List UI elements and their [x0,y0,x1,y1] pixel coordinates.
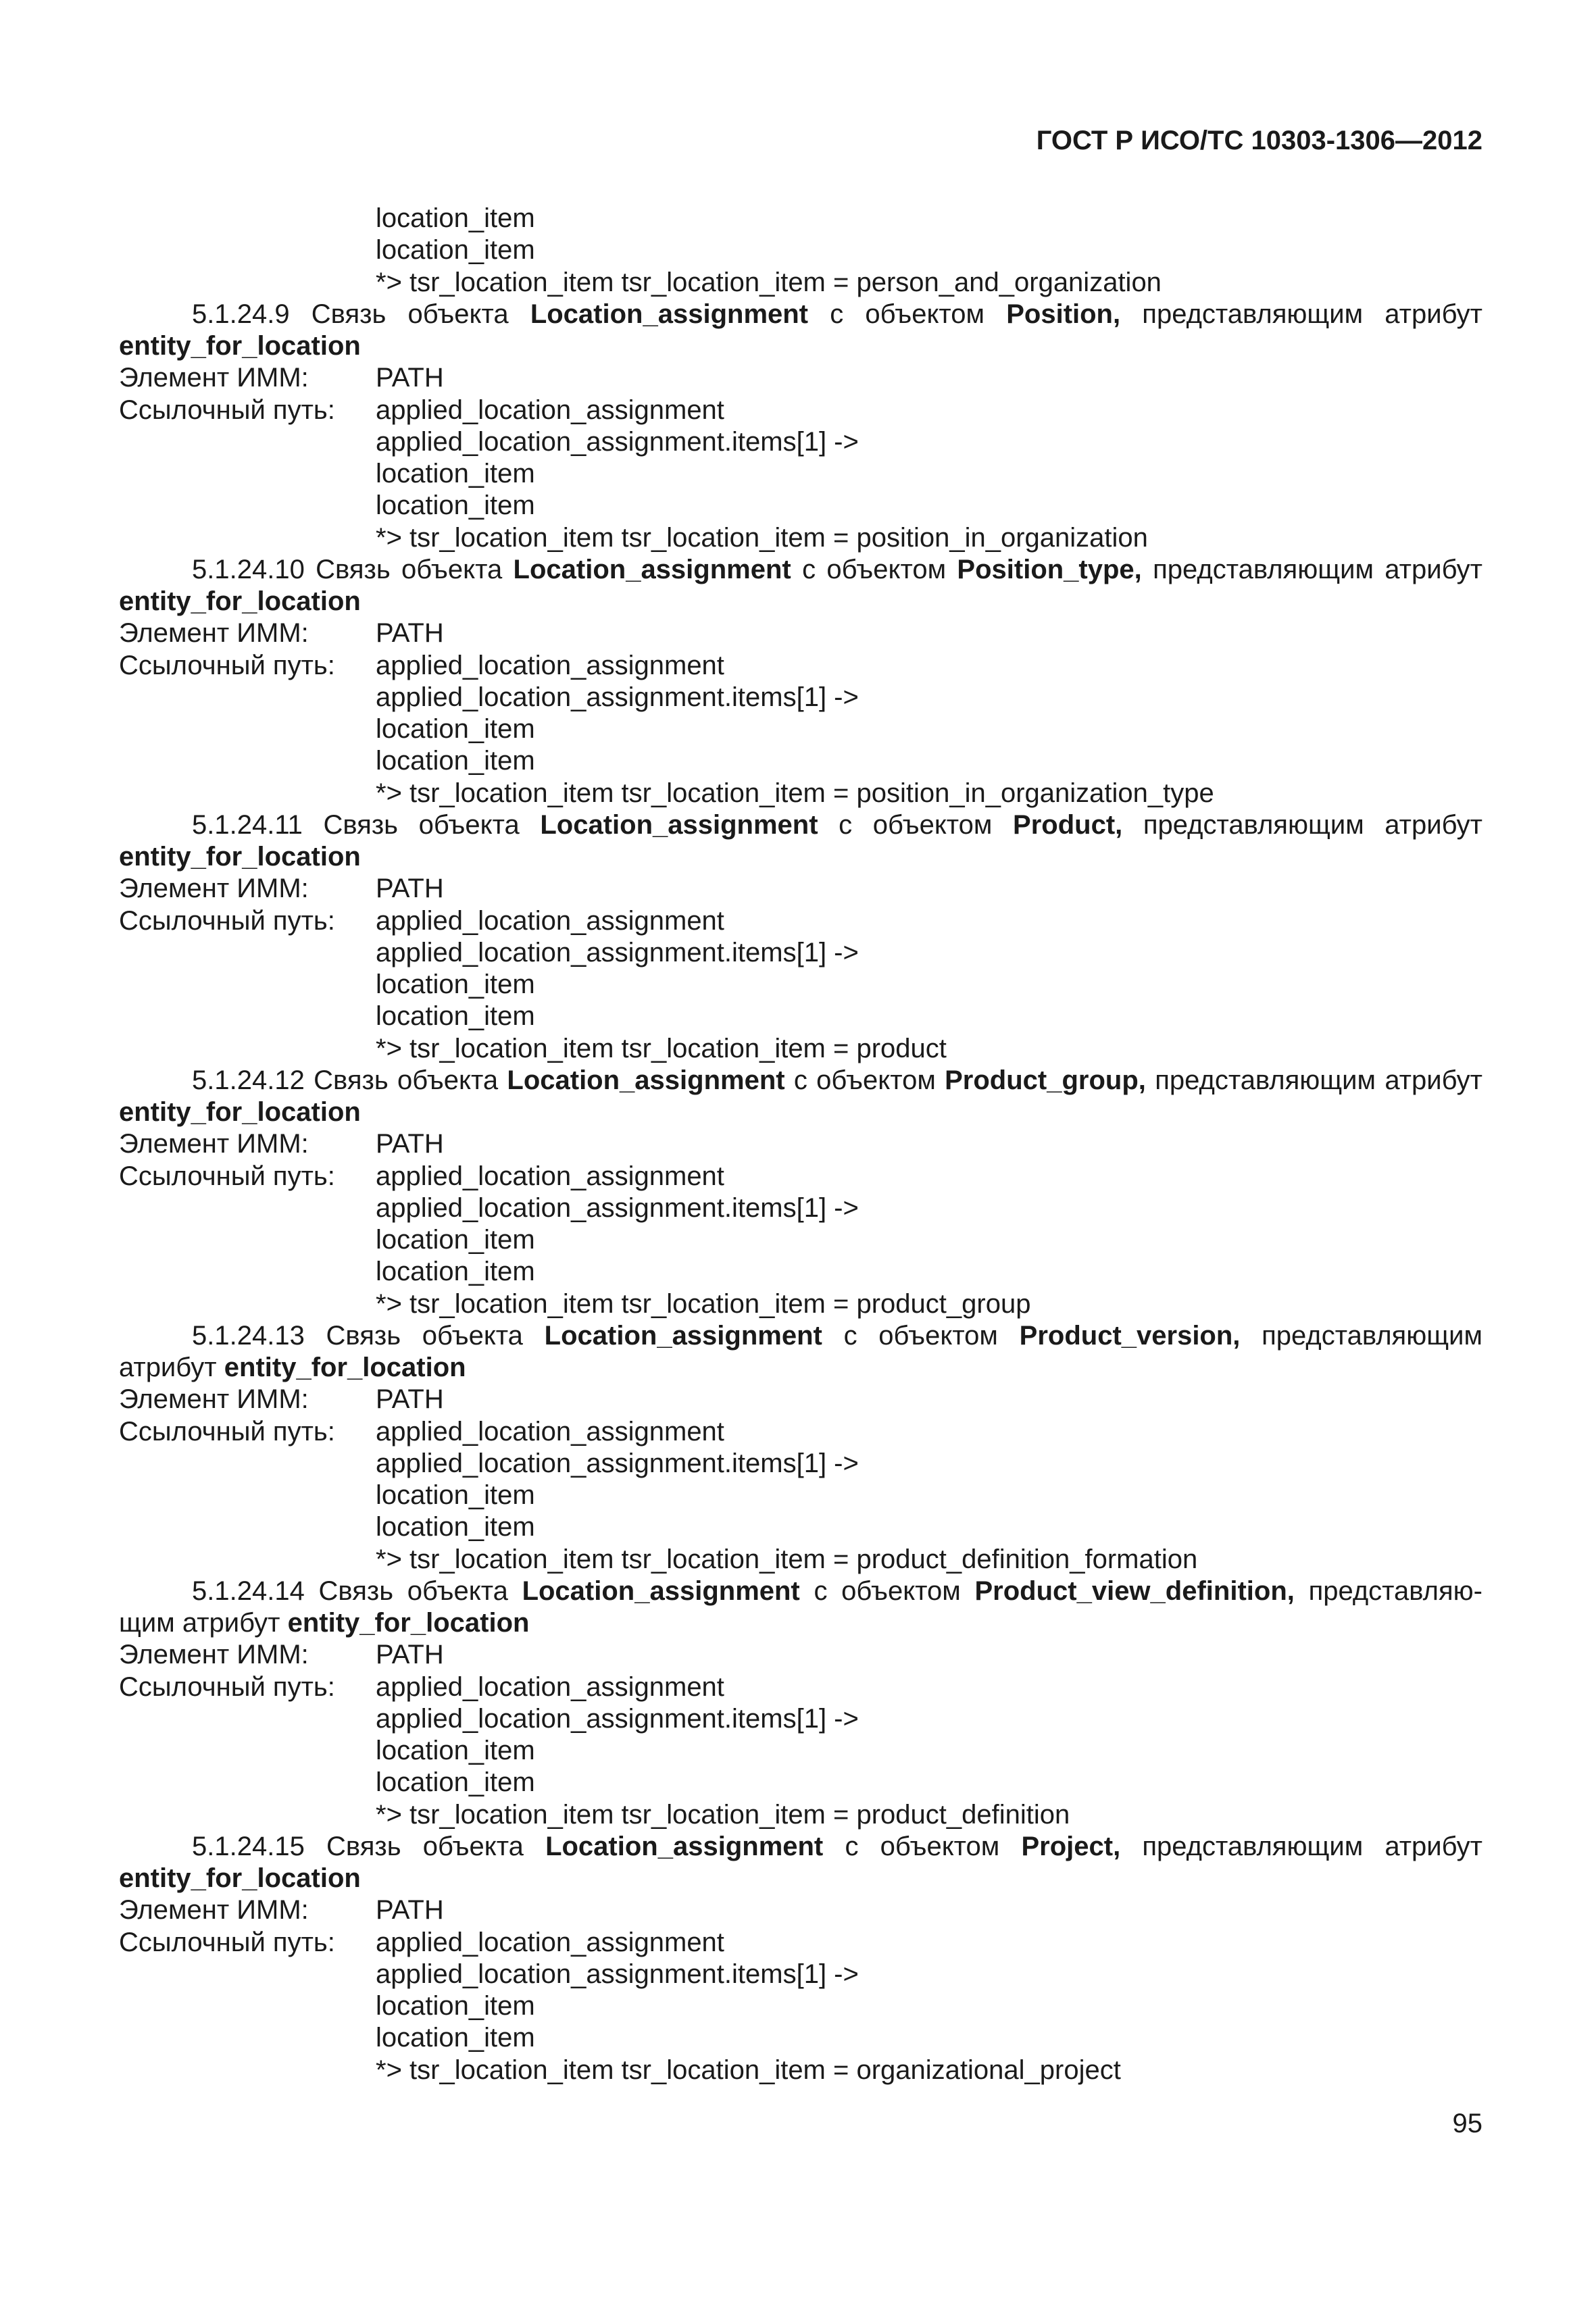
path-row [119,1256,1482,1288]
element-label: Элемент ИММ: [119,1895,309,1926]
element-row [119,1384,1482,1415]
section-text: представляющим атрибут [1155,1065,1482,1095]
element-value: PATH [376,363,444,393]
source-entity: Location_assignment [544,1320,822,1351]
path-line: applied_location_assignment.items[1] -> [376,1703,859,1734]
path-row [119,1224,1482,1256]
element-label: Элемент ИММ: [119,363,309,393]
path-row [119,1448,1482,1480]
section-text: с объектом [793,1065,936,1095]
section-text: представляющим атрибут [1142,1831,1482,1861]
path-line: applied_location_assignment.items[1] -> [376,1959,859,1989]
mapping-sections [119,299,1482,2086]
path-row [119,1990,1482,2022]
section-title [119,299,1482,363]
path-row [119,426,1482,458]
document-code-header: ГОСТ Р ИСО/ТС 10303-1306—2012 [1036,126,1482,155]
element-value: PATH [376,1895,444,1926]
element-label: Элемент ИММ: [119,1640,309,1670]
path-row [119,682,1482,713]
section-number: 5.1.24.11 [192,809,303,840]
path-line: applied_location_assignment [376,650,724,680]
path-line: *> tsr_location_item tsr_location_item = product_definition_formation [376,1544,1198,1574]
path-line: location_item [376,1001,535,1032]
path-line: applied_location_assignment [376,1161,724,1191]
path-row [119,395,1482,426]
path-row [119,650,1482,682]
path-line: applied_location_assignment [376,1927,724,1957]
path-row [119,1767,1482,1799]
path-line: location_item [376,714,535,744]
path-row [119,1735,1482,1767]
element-label: Элемент ИММ: [119,874,309,904]
section-title [119,1065,1482,1129]
element-row [119,362,1482,394]
section-text: представляющим атрибут [119,1320,1482,1382]
section-title [119,1576,1482,1640]
page-number: 95 [1452,2109,1482,2138]
path-row [119,2055,1482,2086]
element-label: Элемент ИММ: [119,1129,309,1159]
path-line: location_item [376,203,535,233]
section-number: 5.1.24.10 [192,554,305,584]
section-text: с объектом [830,299,985,329]
section-text: Связь объекта [316,554,503,584]
mapping-section [119,299,1482,554]
section-number: 5.1.24.9 [192,299,290,329]
element-row [119,1128,1482,1160]
source-entity: Location_assignment [540,809,818,840]
path-line: applied_location_assignment.items[1] -> [376,937,859,967]
element-value: PATH [376,618,444,649]
section-text: представляющим атрибут [1153,554,1482,584]
path-row [119,1799,1482,1831]
path-label: Ссылочный путь: [119,1927,335,1957]
path-line: location_item [376,1225,535,1255]
source-entity: Location_assignment [545,1831,824,1861]
path-line: location_item [376,1767,535,1798]
attribute-name: entity_for_location [287,1608,530,1638]
path-row [119,778,1482,809]
continued-path-block [119,203,1482,299]
section-text: представляющим атрибут [1142,299,1482,329]
target-entity: Position, [1006,299,1121,329]
path-row [119,1511,1482,1543]
path-line: location_item [376,970,535,999]
path-line: *> tsr_location_item tsr_location_item = product_group [376,1288,1031,1319]
path-row [119,1161,1482,1192]
path-row [119,1192,1482,1224]
path-row [119,937,1482,969]
section-text: Связь объекта [326,1320,523,1351]
mapping-section [119,809,1482,1065]
element-row [119,618,1482,649]
path-line: *> tsr_location_item tsr_location_item = position_in_organization_type [376,778,1214,808]
path-label: Ссылочный путь: [119,905,335,936]
path-row [119,1959,1482,1990]
path-line: applied_location_assignment.items[1] -> [376,426,859,457]
path-row [119,1480,1482,1511]
section-text: Связь объекта [326,1831,524,1861]
source-entity: Location_assignment [530,299,809,329]
path-line: *> tsr_location_item tsr_location_item = person_and_organization [376,267,1162,297]
section-text: представляющим атрибут [1143,809,1482,840]
path-line: location_item [376,2023,535,2053]
target-entity: Position_type, [957,554,1142,584]
path-row [119,1416,1482,1448]
attribute-name: entity_for_location [119,331,361,361]
path-line: location_item [376,235,535,266]
source-entity: Location_assignment [522,1576,800,1606]
section-number: 5.1.24.14 [192,1576,305,1606]
mapping-section [119,554,1482,809]
section-text: Связь объекта [318,1576,508,1606]
path-line: applied_location_assignment [376,905,724,936]
section-text: представляю-щим атрибут [119,1576,1482,1638]
element-value: PATH [376,1640,444,1670]
path-line: location_item [376,1736,535,1765]
section-text: с объектом [814,1576,961,1606]
section-title [119,554,1482,618]
path-line: location_item [376,1257,535,1287]
path-row [119,522,1482,554]
section-title [119,809,1482,874]
path-row [119,1544,1482,1576]
path-row [119,1927,1482,1959]
path-line: location_item [376,491,535,521]
element-row [119,1894,1482,1926]
path-line: applied_location_assignment [376,395,724,425]
mapping-section [119,1831,1482,2086]
path-label: Ссылочный путь: [119,395,335,425]
path-row [119,490,1482,522]
source-entity: Location_assignment [507,1065,785,1095]
path-label: Ссылочный путь: [119,1416,335,1447]
path-label: Ссылочный путь: [119,1161,335,1191]
path-line: location_item [376,1512,535,1542]
path-line: location_item [376,1480,535,1510]
section-text: с объектом [839,809,993,840]
source-entity: Location_assignment [513,554,791,584]
attribute-name: entity_for_location [119,586,361,616]
path-line: *> tsr_location_item tsr_location_item = organizational_project [376,2055,1121,2085]
path-label: Ссылочный путь: [119,1671,335,1702]
section-number: 5.1.24.12 [192,1065,305,1095]
path-line: applied_location_assignment [376,1416,724,1447]
target-entity: Product, [1013,809,1123,840]
path-line: location_item [376,746,535,776]
path-line: *> tsr_location_item tsr_location_item = product_definition [376,1799,1070,1830]
page-content [119,203,1482,2086]
target-entity: Product_group, [945,1065,1146,1095]
attribute-name: entity_for_location [119,1863,361,1893]
path-row [119,745,1482,777]
section-title [119,1831,1482,1895]
section-text: Связь объекта [314,1065,499,1095]
path-row [119,458,1482,490]
element-value: PATH [376,874,444,904]
mapping-section [119,1065,1482,1320]
element-label: Элемент ИММ: [119,618,309,649]
path-line: *> tsr_location_item tsr_location_item = position_in_organization [376,522,1148,553]
path-row [119,1671,1482,1703]
path-label: Ссылочный путь: [119,650,335,680]
section-text: Связь объекта [311,299,509,329]
path-row [119,969,1482,1001]
element-row [119,873,1482,905]
path-row [119,1703,1482,1735]
target-entity: Product_view_definition, [974,1576,1295,1606]
path-line: applied_location_assignment [376,1671,724,1702]
target-entity: Product_version, [1019,1320,1241,1351]
section-title [119,1320,1482,1384]
section-text: с объектом [845,1831,1000,1861]
element-value: PATH [376,1384,444,1415]
path-line: applied_location_assignment.items[1] -> [376,682,859,712]
element-row [119,1639,1482,1671]
section-text: Связь объекта [323,809,520,840]
attribute-name: entity_for_location [119,842,361,872]
path-row [119,905,1482,937]
mapping-section [119,1320,1482,1576]
path-line: *> tsr_location_item tsr_location_item = product [376,1033,947,1063]
section-number: 5.1.24.15 [192,1831,305,1861]
path-row [119,1001,1482,1032]
attribute-name: entity_for_location [119,1097,361,1127]
path-row [119,1288,1482,1320]
path-row [119,713,1482,745]
path-line: location_item [376,1991,535,2021]
section-text: с объектом [802,554,947,584]
path-row [119,1033,1482,1065]
path-row [119,2022,1482,2054]
element-value: PATH [376,1129,444,1159]
element-label: Элемент ИММ: [119,1384,309,1415]
path-line: location_item [376,459,535,488]
attribute-name: entity_for_location [224,1353,466,1382]
mapping-section [119,1576,1482,1831]
path-line: applied_location_assignment.items[1] -> [376,1192,859,1223]
path-line: applied_location_assignment.items[1] -> [376,1448,859,1478]
target-entity: Project, [1021,1831,1121,1861]
section-text: с объектом [843,1320,998,1351]
section-number: 5.1.24.13 [192,1320,305,1351]
